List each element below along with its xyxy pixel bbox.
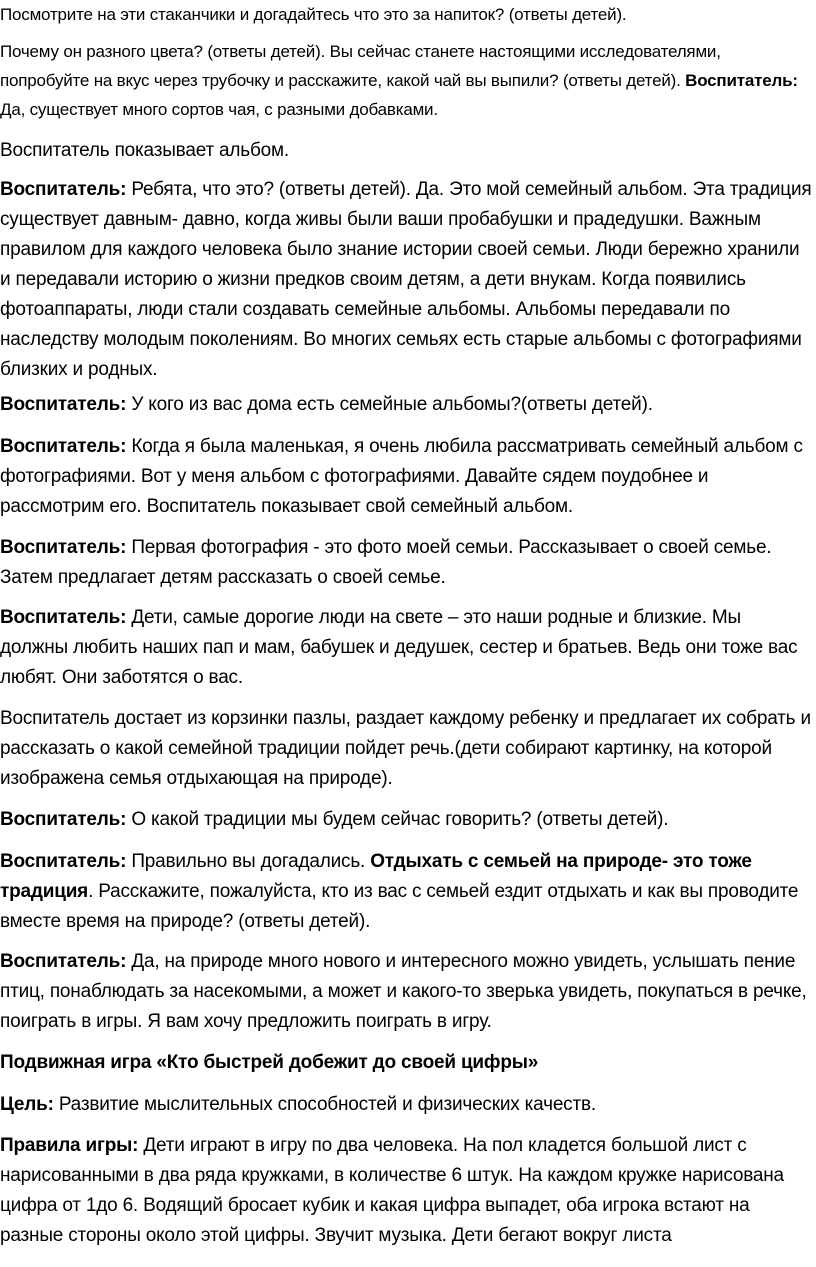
paragraph-childhood-album — [0, 432, 814, 522]
paragraph-text: Воспитатель достает из корзинки пазлы, раздает каждому ребенку и предлагает их собрать и рассказать о какой семейной традиции пойдет речь.(дети собирают картинку, на которой изображена семья отдыхающая на природе). — [0, 708, 811, 789]
label-rules: Правила игры: — [0, 1135, 139, 1156]
game-heading — [0, 1048, 538, 1078]
speaker-label: Воспитатель: — [0, 394, 127, 415]
speaker-label: Воспитатель: — [0, 951, 127, 972]
paragraph-text-tail: . Расскажите, пожалуйста, кто из вас с семьей ездит отдыхать и как вы проводите вместе время на природе? (ответы детей). — [0, 881, 799, 932]
paragraph-nature-activities — [0, 947, 814, 1037]
paragraph-nature-tradition — [0, 847, 814, 937]
speaker-label: Воспитатель: — [0, 537, 127, 558]
speaker-label: Воспитатель: — [0, 851, 127, 872]
paragraph-text-tail: Да, существует много сортов чая, с разными добавками. — [0, 100, 438, 119]
paragraph-intro-question — [0, 0, 626, 29]
paragraph-text: У кого из вас дома есть семейные альбомы?(ответы детей). — [126, 394, 653, 415]
paragraph-text: Первая фотография - это фото моей семьи. Рассказывает о своей семье. Затем предлагает детям рассказать о своей семье. — [0, 537, 772, 588]
paragraph-albums-question — [0, 390, 653, 420]
paragraph-text: Посмотрите на эти стаканчики и догадайтесь что это за напиток? (ответы детей). — [0, 5, 627, 24]
paragraph-text: Дети, самые дорогие люди на свете – это наши родные и близкие. Мы должны любить наших пап и мам, бабушек и дедушек, сестер и братьев. Ведь они тоже вас любят. Они заботятся о вас. — [0, 607, 798, 688]
paragraph-family-album — [0, 175, 814, 385]
speaker-label: Воспитатель: — [0, 179, 127, 200]
label-goal: Цель: — [0, 1094, 54, 1115]
paragraph-tea-tasting — [0, 37, 814, 124]
paragraph-text: Ребята, что это? (ответы детей). Да. Это мой семейный альбом. Эта традиция существует давным- давно, когда живы были ваши пробабушки и прадедушки. Важным правилом для каждого человека было знание истории своей семьи. Люди бережно хранили и передавали историю о жизни предков своим детям, а дети внукам. Когда появились фотоаппараты, люди стали создавать семейные альбомы. Альбомы передавали по наследству молодым поколениям. Во многих семьях есть старые альбомы с фотографиями близких и родных. — [0, 179, 812, 380]
paragraph-text: Да, на природе много нового и интересного можно увидеть, услышать пение птиц, понаблюдать за насекомыми, а может и какого-то зверька увидеть, покупаться в речке, поиграть в игры. Я вам хочу предложить поиграть в игру. — [0, 951, 807, 1032]
paragraph-first-photo — [0, 533, 814, 593]
emphasis-text: Отдыхать с семьей на природе- это тоже традиция — [0, 851, 752, 902]
paragraph-game-rules — [0, 1131, 814, 1251]
heading-text: Подвижная игра «Кто быстрей добежит до своей цифры» — [0, 1052, 539, 1073]
paragraph-text: Дети играют в игру по два человека. На пол кладется большой лист с нарисованными в два ряда кружками, в количестве 6 штук. На каждом кружке нарисована цифра от 1до 6. Водящий бросает кубик и какая цифра выпадет, оба игрока встают на разные стороны около этой цифры. Звучит музыка. Дети бегают вокруг листа — [0, 1135, 784, 1246]
paragraph-text: О какой традиции мы будем сейчас говорить? (ответы детей). — [126, 809, 669, 830]
speaker-label: Воспитатель: — [0, 436, 127, 457]
paragraph-text: Почему он разного цвета? (ответы детей). Вы сейчас станете настоящими исследователями, попробуйте на вкус через трубочку и расскажите, какой чай вы выпили? (ответы детей). — [0, 42, 721, 90]
paragraph-dear-people — [0, 603, 814, 693]
speaker-label: Воспитатель: — [0, 809, 127, 830]
speaker-label: Воспитатель: — [0, 607, 127, 628]
paragraph-text: Правильно вы догадались. — [126, 851, 371, 872]
paragraph-text: Воспитатель показывает альбом. — [0, 140, 289, 161]
speaker-label: Воспитатель: — [685, 71, 798, 90]
paragraph-tradition-question — [0, 805, 668, 835]
paragraph-puzzles — [0, 704, 814, 794]
paragraph-text: Когда я была маленькая, я очень любила рассматривать семейный альбом с фотографиями. Вот у меня альбом с фотографиями. Давайте сядем поудобнее и рассмотрим его. Воспитатель показывает свой семейный альбом. — [0, 436, 803, 517]
paragraph-text: Развитие мыслительных способностей и физических качеств. — [53, 1094, 596, 1115]
paragraph-album-shown — [0, 136, 289, 166]
paragraph-game-goal — [0, 1090, 596, 1120]
